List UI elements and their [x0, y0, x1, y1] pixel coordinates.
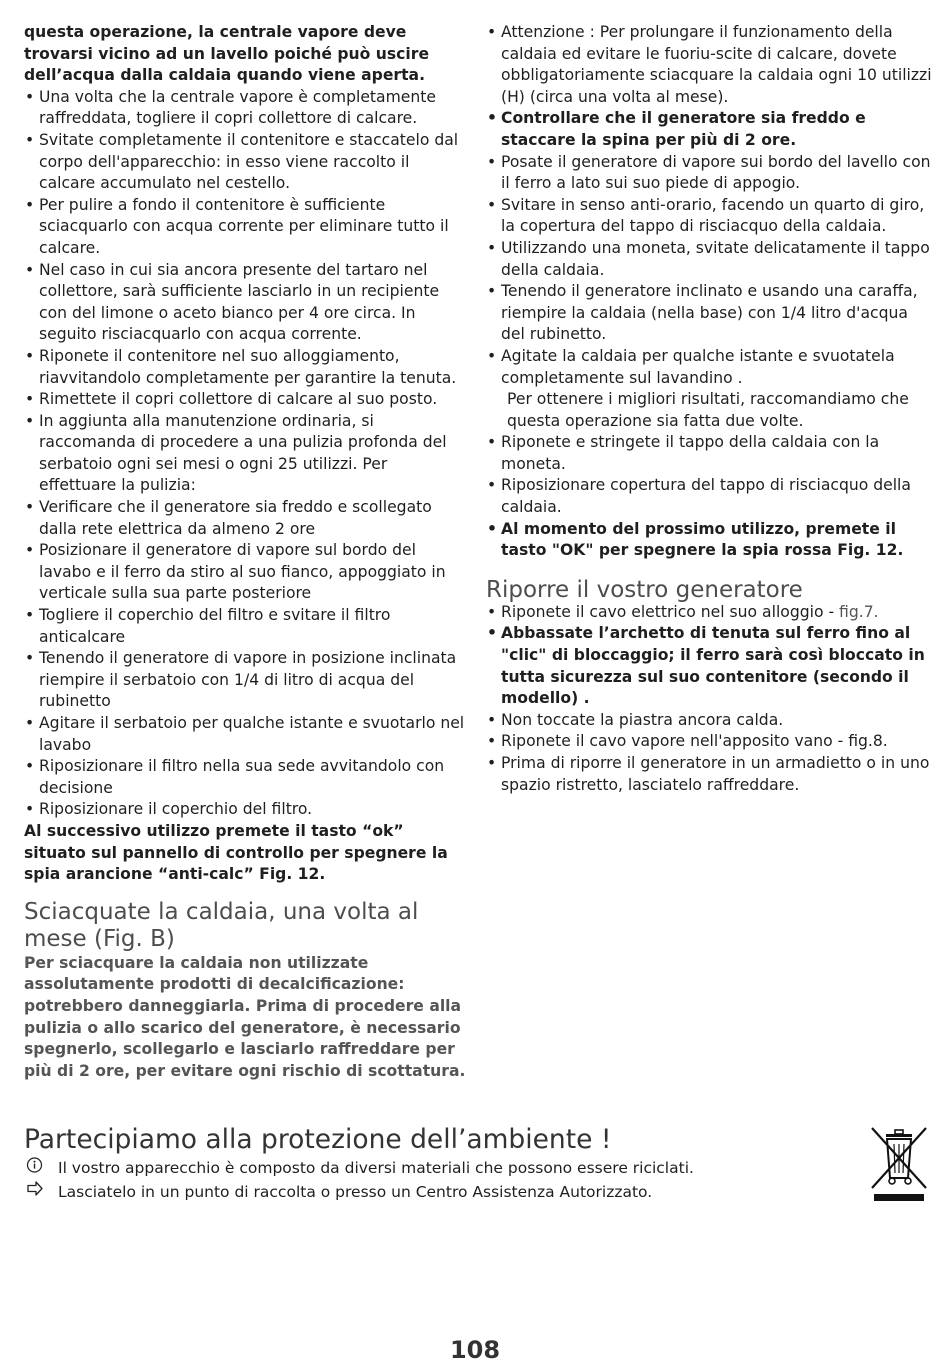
list-item: • Posizionare il generatore di vapore sul bordo del lavabo e il ferro da stiro al suo fianco, appoggiato in verticale sulla sua parte posteriore: [24, 540, 466, 605]
list-item: • Togliere il coperchio del filtro e svitare il filtro anticalcare: [24, 605, 466, 648]
closing-bold-text: Al successivo utilizzo premete il tasto “ok” situato sul pannello di controllo per spegnere la spia arancione “anti-calc” Fig. 12.: [24, 821, 448, 884]
environment-line-text: Lasciatelo in un punto di raccolta o presso un Centro Assistenza Autorizzato.: [58, 1183, 653, 1201]
list-item-bold: • Controllare che il generatore sia freddo e staccare la spina per più di 2 ore.: [486, 108, 932, 151]
environment-section: [24, 1124, 744, 1204]
right-column: [486, 22, 932, 796]
list-item: • In aggiunta alla manutenzione ordinaria, si raccomanda di procedere a una pulizia profonda del serbatoio ogni sei mesi o ogni 25 utilizzi. Per effettuare la pulizia:: [24, 411, 466, 497]
list-item: • Rimettete il copri collettore di calcare al suo posto.: [24, 389, 466, 411]
list-item: • Tenendo il generatore inclinato e usando una caraffa, riempire la caldaia (nella base) con 1/4 litro d'acqua del rubinetto.: [486, 281, 932, 346]
list-item: • Riposizionare il filtro nella sua sede avvitandolo con decisione: [24, 756, 466, 799]
list-item: • Posate il generatore di vapore sui bordo del lavello con il ferro a lato sui suo piede di appogio.: [486, 152, 932, 195]
list-item: [486, 602, 932, 624]
environment-line-recyclable: [24, 1156, 744, 1180]
environment-line-collection: [24, 1180, 744, 1204]
arrow-right-icon: [26, 1180, 43, 1204]
list-item: • Utilizzando una moneta, svitate delicatamente il tappo della caldaia.: [486, 238, 932, 281]
list-item: • Prima di riporre il generatore in un armadietto o in uno spazio ristretto, lasciatelo raffreddare.: [486, 753, 932, 796]
store-cable-text: Riponete il cavo elettrico nel suo alloggio -: [501, 602, 840, 621]
list-item: • Svitare in senso anti-orario, facendo un quarto di giro, la copertura del tappo di risciacquo della caldaia.: [486, 195, 932, 238]
rinse-warning-text: Per sciacquare la caldaia non utilizzate assolutamente prodotti di decalcificazione: potrebbero danneggiarla. Prima di procedere alla pulizia o allo scarico del generatore, è necessario spegnerlo, scollegarlo e lasciarlo raffreddare per più di 2 ore, per evitare ogni rischio di scottatura.: [24, 953, 466, 1080]
list-item: • Riponete e stringete il tappo della caldaia con la moneta.: [486, 432, 932, 475]
crossed-out-bin-icon: [868, 1126, 930, 1202]
list-item: • Una volta che la centrale vapore è completamente raffreddata, togliere il copri collettore di calcare.: [24, 87, 466, 130]
left-column: [24, 22, 466, 1082]
list-item-bold: • Abbassate l’archetto di tenuta sul ferro fino al "clic" di bloccaggio; il ferro sarà così bloccato in tutta sicurezza sul suo contenitore (secondo il modello) .: [486, 623, 932, 709]
list-item: • Tenendo il generatore di vapore in posizione inclinata riempire il serbatoio con 1/4 di litro di acqua del rubinetto: [24, 648, 466, 713]
page-number: 108: [449, 1336, 501, 1364]
list-item: • Per pulire a fondo il contenitore è sufficiente sciacquarlo con acqua corrente per eliminare tutto il calcare.: [24, 195, 466, 260]
list-item: • Riposizionare copertura del tappo di risciacquo della caldaia.: [486, 475, 932, 518]
list-item: • Riponete il cavo vapore nell'apposito vano - fig.8.: [486, 731, 932, 753]
list-item: • Non toccate la piastra ancora calda.: [486, 710, 932, 732]
figure-reference: fig.7.: [839, 602, 879, 621]
list-item: • Svitate completamente il contenitore e staccatelo dal corpo dell'apparecchio: in esso viene raccolto il calcare accumulato nel cestello.: [24, 130, 466, 195]
list-item: • Verificare che il generatore sia freddo e scollegato dalla rete elettrica da almeno 2 ore: [24, 497, 466, 540]
list-item: • Agitare il serbatoio per qualche istante e svuotarlo nel lavabo: [24, 713, 466, 756]
info-icon: [26, 1156, 43, 1180]
intro-bold-text: questa operazione, la centrale vapore deve trovarsi vicino ad un lavello poiché può uscire dell’acqua dalla caldaia quando viene aperta.: [24, 23, 430, 85]
list-item: • Riponete il contenitore nel suo alloggiamento, riavvitandolo completamente per garantire la tenuta.: [24, 346, 466, 389]
section-heading-store: Riporre il vostro generatore: [486, 576, 803, 603]
list-item: • Attenzione : Per prolungare il funzionamento della caldaia ed evitare le fuoriu-scite di calcare, dovete obbligatoriamente sciacquare la caldaia ogni 10 utilizzi (H) (circa una volta al mese).: [486, 22, 932, 108]
section-heading-rinse: Sciacquate la caldaia, una volta al mese (Fig. B): [24, 898, 419, 952]
note-text: Per ottenere i migliori risultati, raccomandiamo che questa operazione sia fatta due volte.: [507, 390, 909, 430]
list-item: • Riposizionare il coperchio del filtro.: [24, 799, 466, 821]
list-item-bold: • Al momento del prossimo utilizzo, premete il tasto "OK" per spegnere la spia rossa Fig. 12.: [486, 519, 932, 562]
list-item: • Nel caso in cui sia ancora presente del tartaro nel collettore, sarà sufficiente lasciarlo in un recipiente con del limone o aceto bianco per 4 ore circa. In seguito risciacquarlo con acqua corrente.: [24, 260, 466, 346]
environment-line-text: Il vostro apparecchio è composto da diversi materiali che possono essere riciclati.: [58, 1159, 694, 1177]
list-item: • Agitate la caldaia per qualche istante e svuotatela completamente sul lavandino .: [486, 346, 932, 389]
environment-heading: Partecipiamo alla protezione dell’ambiente !: [24, 1124, 612, 1155]
